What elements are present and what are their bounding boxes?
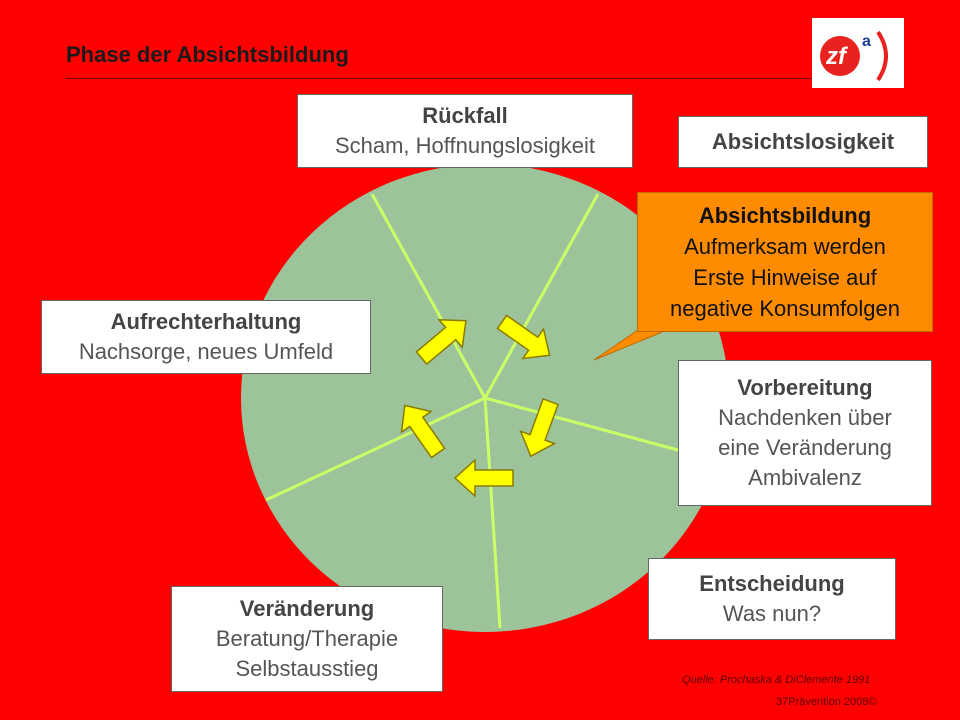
stage-box-absichtslosigkeit <box>678 116 928 168</box>
svg-text:zf: zf <box>826 43 846 70</box>
stage-heading: Absichtsbildung <box>698 203 872 228</box>
stage-detail: Ambivalenz <box>748 465 862 490</box>
stage-detail: Was nun? <box>722 601 822 626</box>
stage-box-veraenderung <box>171 586 443 692</box>
stage-box-aufrechterhaltung <box>41 300 371 374</box>
stage-heading: Absichtslosigkeit <box>711 129 895 154</box>
stage-detail: Beratung/Therapie <box>215 626 399 651</box>
stage-heading: Vorbereitung <box>737 375 873 400</box>
stage-heading: Aufrechterhaltung <box>110 309 302 334</box>
stage-detail: Erste Hinweise auf <box>693 265 877 290</box>
stage-detail: Scham, Hoffnungslosigkeit <box>334 133 596 158</box>
page-title: Phase der Absichtsbildung <box>66 42 349 67</box>
stage-detail: Nachsorge, neues Umfeld <box>78 339 334 364</box>
stage-detail: Nachdenken über <box>718 405 892 430</box>
stage-heading: Rückfall <box>422 103 508 128</box>
stage-heading: Veränderung <box>239 596 375 621</box>
stage-heading: Entscheidung <box>699 571 845 596</box>
stage-box-rueckfall <box>297 94 633 168</box>
stage-detail: negative Konsumfolgen <box>670 296 900 321</box>
stage-detail: eine Veränderung <box>718 435 892 460</box>
stage-detail: Aufmerksam werden <box>684 234 886 259</box>
stage-box-vorbereitung <box>678 360 932 506</box>
stage-box-entscheidung <box>648 558 896 640</box>
stage-box-absichtsbildung <box>637 192 933 332</box>
stage-detail: Selbstausstieg <box>235 656 379 681</box>
svg-text:a: a <box>862 33 871 50</box>
copyright-note: 37Prävention 2008© <box>776 696 877 708</box>
source-citation: Quelle: Prochaska & DiClemente 1991 <box>682 674 871 686</box>
